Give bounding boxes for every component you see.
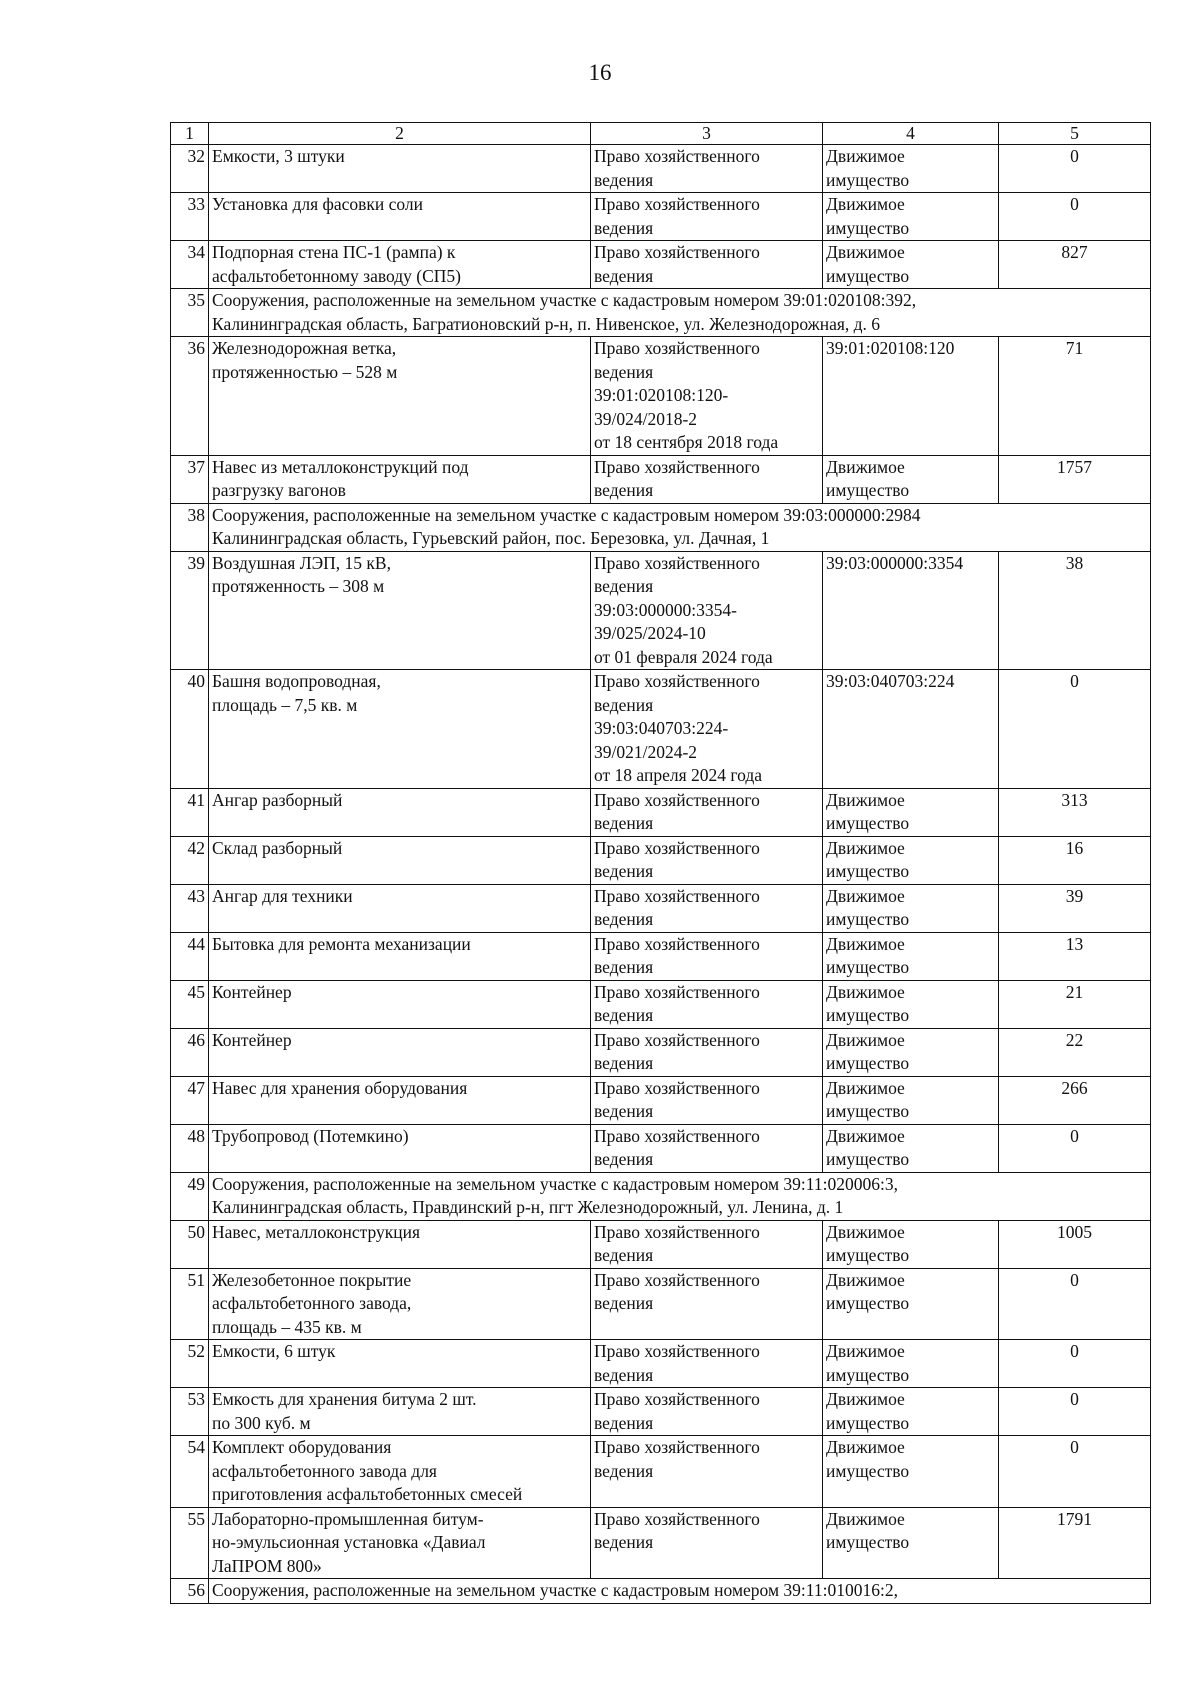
item-name: Емкость для хранения битума 2 шт. по 300 куб. м <box>209 1388 591 1436</box>
item-value: 16 <box>999 836 1151 884</box>
item-name: Ангар разборный <box>209 788 591 836</box>
table-row <box>171 337 1151 456</box>
item-name: Ангар для техники <box>209 884 591 932</box>
property-type: Движимое имущество <box>823 1507 999 1579</box>
table-row <box>171 1388 1151 1436</box>
table-row <box>171 1220 1151 1268</box>
ownership-right: Право хозяйственного ведения 39:03:000000:3354- 39/025/2024-10 от 01 февраля 2024 года <box>591 551 823 670</box>
row-number: 41 <box>171 788 209 836</box>
ownership-right: Право хозяйственного ведения <box>591 1028 823 1076</box>
property-type: Движимое имущество <box>823 1340 999 1388</box>
row-number: 46 <box>171 1028 209 1076</box>
item-value: 1791 <box>999 1507 1151 1579</box>
table-row <box>171 836 1151 884</box>
item-value: 0 <box>999 145 1151 193</box>
table-row <box>171 503 1151 551</box>
table-body <box>171 145 1151 1604</box>
property-registry-table <box>170 122 1151 1604</box>
row-number: 49 <box>171 1172 209 1220</box>
table-row <box>171 1268 1151 1340</box>
cadastral-number: 39:03:000000:3354 <box>823 551 999 670</box>
section-heading: Сооружения, расположенные на земельном участке с кадастровым номером 39:11:020006:3, Калининградская область, Правдинский р-н, пгт Железнодорожный, ул. Ленина, д. 1 <box>209 1172 1151 1220</box>
table-row <box>171 788 1151 836</box>
property-type: Движимое имущество <box>823 1220 999 1268</box>
item-name: Бытовка для ремонта механизации <box>209 932 591 980</box>
item-name: Емкости, 6 штук <box>209 1340 591 1388</box>
item-name: Емкости, 3 штуки <box>209 145 591 193</box>
ownership-right: Право хозяйственного ведения <box>591 932 823 980</box>
item-value: 22 <box>999 1028 1151 1076</box>
property-type: Движимое имущество <box>823 1124 999 1172</box>
ownership-right: Право хозяйственного ведения <box>591 788 823 836</box>
row-number: 56 <box>171 1579 209 1604</box>
row-number: 50 <box>171 1220 209 1268</box>
property-type: Движимое имущество <box>823 241 999 289</box>
ownership-right: Право хозяйственного ведения <box>591 1507 823 1579</box>
item-value: 0 <box>999 1340 1151 1388</box>
table-row <box>171 1507 1151 1579</box>
property-type: Движимое имущество <box>823 455 999 503</box>
ownership-right: Право хозяйственного ведения <box>591 1220 823 1268</box>
row-number: 42 <box>171 836 209 884</box>
property-type: Движимое имущество <box>823 884 999 932</box>
row-number: 36 <box>171 337 209 456</box>
item-value: 38 <box>999 551 1151 670</box>
item-value: 1005 <box>999 1220 1151 1268</box>
page-number: 16 <box>588 60 612 85</box>
column-header: 4 <box>823 123 999 145</box>
item-name: Навес для хранения оборудования <box>209 1076 591 1124</box>
header-row <box>171 123 1151 145</box>
row-number: 53 <box>171 1388 209 1436</box>
item-value: 0 <box>999 1388 1151 1436</box>
item-name: Комплект оборудования асфальтобетонного завода для приготовления асфальтобетонных смесей <box>209 1436 591 1508</box>
item-value: 0 <box>999 1436 1151 1508</box>
row-number: 35 <box>171 289 209 337</box>
item-value: 1757 <box>999 455 1151 503</box>
ownership-right: Право хозяйственного ведения 39:03:040703:224- 39/021/2024-2 от 18 апреля 2024 года <box>591 670 823 789</box>
table-row <box>171 1028 1151 1076</box>
row-number: 39 <box>171 551 209 670</box>
table-row <box>171 145 1151 193</box>
property-type: Движимое имущество <box>823 1388 999 1436</box>
row-number: 32 <box>171 145 209 193</box>
cadastral-number: 39:01:020108:120 <box>823 337 999 456</box>
item-value: 71 <box>999 337 1151 456</box>
table-row <box>171 193 1151 241</box>
table-row <box>171 289 1151 337</box>
property-type: Движимое имущество <box>823 980 999 1028</box>
row-number: 38 <box>171 503 209 551</box>
table-row <box>171 1436 1151 1508</box>
ownership-right: Право хозяйственного ведения <box>591 1076 823 1124</box>
ownership-right: Право хозяйственного ведения <box>591 1340 823 1388</box>
item-name: Установка для фасовки соли <box>209 193 591 241</box>
property-type: Движимое имущество <box>823 1076 999 1124</box>
ownership-right: Право хозяйственного ведения <box>591 1268 823 1340</box>
item-value: 0 <box>999 193 1151 241</box>
section-heading: Сооружения, расположенные на земельном участке с кадастровым номером 39:11:010016:2, <box>209 1579 1151 1604</box>
item-name: Лабораторно-промышленная битум- но-эмульсионная установка «Давиал ЛаПРОМ 800» <box>209 1507 591 1579</box>
item-name: Железнодорожная ветка, протяженностью – 528 м <box>209 337 591 456</box>
item-name: Подпорная стена ПС-1 (рампа) к асфальтобетонному заводу (СП5) <box>209 241 591 289</box>
ownership-right: Право хозяйственного ведения <box>591 980 823 1028</box>
item-name: Воздушная ЛЭП, 15 кВ, протяженность – 308 м <box>209 551 591 670</box>
table-row <box>171 670 1151 789</box>
property-type: Движимое имущество <box>823 193 999 241</box>
table-row <box>171 1579 1151 1604</box>
property-type: Движимое имущество <box>823 788 999 836</box>
item-name: Контейнер <box>209 980 591 1028</box>
ownership-right: Право хозяйственного ведения 39:01:020108:120- 39/024/2018-2 от 18 сентября 2018 года <box>591 337 823 456</box>
property-type: Движимое имущество <box>823 1268 999 1340</box>
ownership-right: Право хозяйственного ведения <box>591 193 823 241</box>
row-number: 47 <box>171 1076 209 1124</box>
row-number: 55 <box>171 1507 209 1579</box>
table-row <box>171 241 1151 289</box>
ownership-right: Право хозяйственного ведения <box>591 241 823 289</box>
ownership-right: Право хозяйственного ведения <box>591 1436 823 1508</box>
ownership-right: Право хозяйственного ведения <box>591 836 823 884</box>
row-number: 52 <box>171 1340 209 1388</box>
row-number: 34 <box>171 241 209 289</box>
table-row <box>171 1076 1151 1124</box>
row-number: 54 <box>171 1436 209 1508</box>
item-name: Трубопровод (Потемкино) <box>209 1124 591 1172</box>
table-row <box>171 1172 1151 1220</box>
ownership-right: Право хозяйственного ведения <box>591 455 823 503</box>
item-value: 0 <box>999 1124 1151 1172</box>
property-type: Движимое имущество <box>823 1028 999 1076</box>
item-value: 13 <box>999 932 1151 980</box>
ownership-right: Право хозяйственного ведения <box>591 1124 823 1172</box>
item-name: Навес, металлоконструкция <box>209 1220 591 1268</box>
item-value: 0 <box>999 670 1151 789</box>
property-type: Движимое имущество <box>823 836 999 884</box>
ownership-right: Право хозяйственного ведения <box>591 884 823 932</box>
row-number: 37 <box>171 455 209 503</box>
section-heading: Сооружения, расположенные на земельном участке с кадастровым номером 39:03:000000:2984 Калининградская область, Гурьевский район, пос. Березовка, ул. Дачная, 1 <box>209 503 1151 551</box>
section-heading: Сооружения, расположенные на земельном участке с кадастровым номером 39:01:020108:392, Калининградская область, Багратионовский р-н, п. Нивенское, ул. Железнодорожная, д. 6 <box>209 289 1151 337</box>
column-header: 1 <box>171 123 209 145</box>
table-row <box>171 1340 1151 1388</box>
table-row <box>171 980 1151 1028</box>
column-header: 2 <box>209 123 591 145</box>
item-value: 266 <box>999 1076 1151 1124</box>
ownership-right: Право хозяйственного ведения <box>591 145 823 193</box>
property-type: Движимое имущество <box>823 145 999 193</box>
row-number: 40 <box>171 670 209 789</box>
item-value: 827 <box>999 241 1151 289</box>
item-value: 0 <box>999 1268 1151 1340</box>
item-name: Железобетонное покрытие асфальтобетонного завода, площадь – 435 кв. м <box>209 1268 591 1340</box>
column-header: 5 <box>999 123 1151 145</box>
table-row <box>171 932 1151 980</box>
item-name: Навес из металлоконструкций под разгрузку вагонов <box>209 455 591 503</box>
ownership-right: Право хозяйственного ведения <box>591 1388 823 1436</box>
item-value: 39 <box>999 884 1151 932</box>
item-name: Башня водопроводная, площадь – 7,5 кв. м <box>209 670 591 789</box>
row-number: 33 <box>171 193 209 241</box>
table-row <box>171 1124 1151 1172</box>
row-number: 44 <box>171 932 209 980</box>
table-row <box>171 455 1151 503</box>
property-type: Движимое имущество <box>823 932 999 980</box>
row-number: 43 <box>171 884 209 932</box>
column-header: 3 <box>591 123 823 145</box>
cadastral-number: 39:03:040703:224 <box>823 670 999 789</box>
item-name: Склад разборный <box>209 836 591 884</box>
item-name: Контейнер <box>209 1028 591 1076</box>
table-row <box>171 551 1151 670</box>
row-number: 45 <box>171 980 209 1028</box>
item-value: 21 <box>999 980 1151 1028</box>
row-number: 51 <box>171 1268 209 1340</box>
item-value: 313 <box>999 788 1151 836</box>
property-type: Движимое имущество <box>823 1436 999 1508</box>
row-number: 48 <box>171 1124 209 1172</box>
table-row <box>171 884 1151 932</box>
